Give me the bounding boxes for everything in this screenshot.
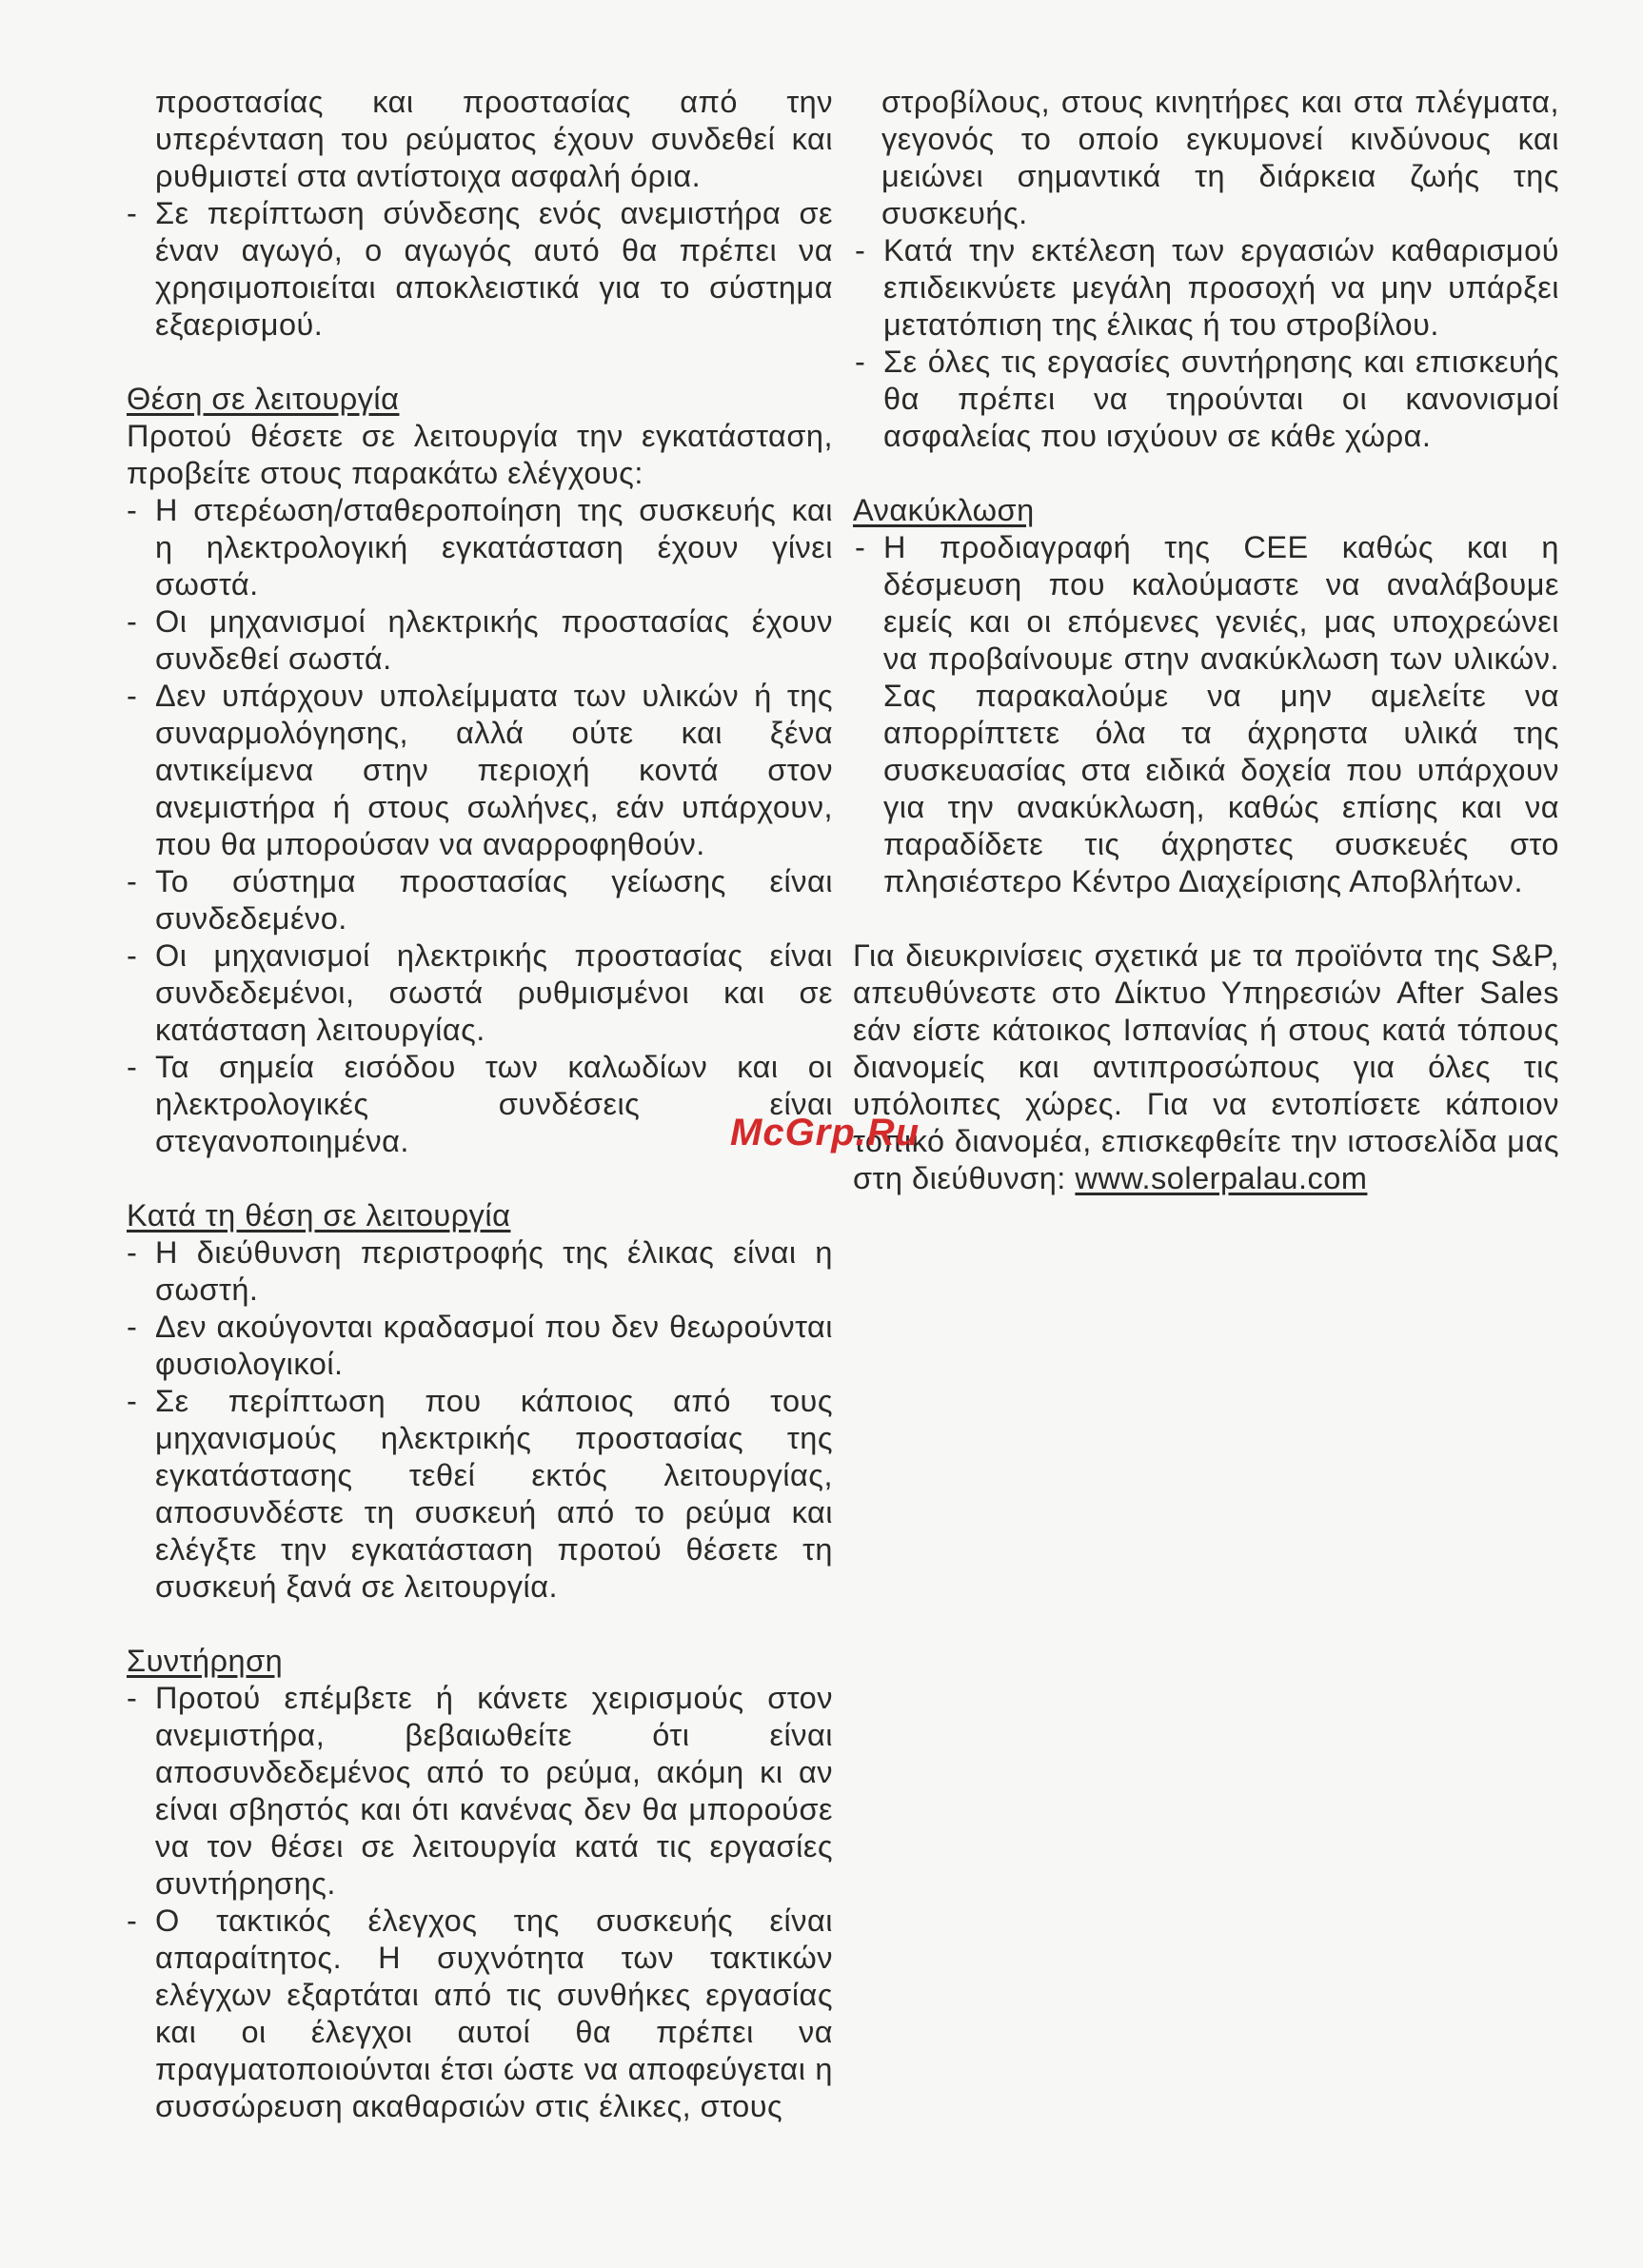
recycling-heading: Ανακύκλωση (853, 493, 1035, 527)
list-item: - Σε περίπτωση σύνδεσης ενός ανεμιστήρα σε έναν αγωγό, ο αγωγός αυτό θα πρέπει να χρησιμοποιείται αποκλειστικά για το σύστημα εξαερισμού. (127, 195, 833, 344)
list-item: - Η στερέωση/σταθεροποίηση της συσκευής και η ηλεκτρολογική εγκατάσταση έχουν γίνει σωστά. (127, 492, 833, 603)
startup-intro: Προτού θέσετε σε λειτουργία την εγκατάσταση, προβείτε στους παρακάτω ελέγχους: (127, 419, 833, 490)
watermark: McGrp.Ru (730, 1112, 920, 1154)
list-item: - Ο τακτικός έλεγχος της συσκευής είναι απαραίτητος. Η συχνότητα των τακτικών ελέγχων εξαρτάται από τις συνθήκες εργασίας και οι έλεγχοι αυτοί θα πρέπει να πραγματοποιούνται έτσι ώστε να αποφεύγεται η συσσώρευση ακαθαρσιών στις έλικες, στους (127, 1903, 833, 2125)
intro-continuation: προστασίας και προστασίας από την υπερένταση του ρεύματος έχουν συνδεθεί και ρυθμιστεί στα αντίστοιχα ασφαλή όρια. (155, 85, 833, 193)
website-link[interactable]: www.solerpalau.com (1075, 1161, 1368, 1195)
list-item: - Τα σημεία εισόδου των καλωδίων και οι ηλεκτρολογικές συνδέσεις είναι στεγανοποιημένα. (127, 1049, 833, 1160)
maintenance-list (127, 1680, 833, 2125)
maintenance-continuation: στροβίλους, στους κινητήρες και στα πλέγματα, γεγονός το οποίο εγκυμονεί κινδύνους και μειώνει σημαντικά τη διάρκεια ζωής της συσκευής. (881, 85, 1559, 230)
startup-list (127, 492, 833, 1160)
intro-list (127, 195, 833, 344)
contact-paragraph (853, 937, 1559, 1197)
recycling-list (855, 529, 1559, 900)
list-item: - Κατά την εκτέλεση των εργασιών καθαρισμού επιδεικνύετε μεγάλη προσοχή να μην υπάρξει μετατόπιση της έλικας ή του στροβίλου. (855, 232, 1559, 344)
list-item: - Η διεύθυνση περιστροφής της έλικας είναι η σωστή. (127, 1234, 833, 1309)
list-item: - Οι μηχανισμοί ηλεκτρικής προστασίας έχουν συνδεθεί σωστά. (127, 603, 833, 678)
contact-text: Για διευκρινίσεις σχετικά με τα προϊόντα της S&P, απευθύνεστε στο Δίκτυο Υπηρεσιών After Sales εάν είστε κάτοικος Ισπανίας ή στους κατά τόπους διανομείς και αντιπροσώπους για όλες τις υπόλοιπες χώρες. Για να εντοπίσετε κάποιον τοπικό διανομέα, επισκεφθείτε την ιστοσελίδα μας στη διεύθυνση: (853, 938, 1559, 1195)
right-column (853, 84, 1559, 1197)
maintenance-heading: Συντήρηση (127, 1644, 284, 1678)
list-item: - Οι μηχανισμοί ηλεκτρικής προστασίας είναι συνδεδεμένοι, σωστά ρυθμισμένοι και σε κατάσταση λειτουργίας. (127, 937, 833, 1049)
list-item: - Η προδιαγραφή της CEE καθώς και η δέσμευση που καλούμαστε να αναλάβουμε εμείς και οι επόμενες γενιές, μας υποχρεώνει να προβαίνουμε στην ανακύκλωση των υλικών. Σας παρακαλούμε να μην αμελείτε να απορρίπτετε όλα τα άχρηστα υλικά της συσκευασίας στα ειδικά δοχεία που υπάρχουν για την ανακύκλωση, καθώς επίσης και να παραδίδετε τις άχρηστες συσκευές στο πλησιέστερο Κέντρο Διαχείρισης Αποβλήτων. (855, 529, 1559, 900)
list-item: - Δεν υπάρχουν υπολείμματα των υλικών ή της συναρμολόγησης, αλλά ούτε και ξένα αντικείμενα στην περιοχή κοντά στον ανεμιστήρα ή στους σωλήνες, εάν υπάρχουν, που θα μπορούσαν να αναρροφηθούν. (127, 678, 833, 863)
during-startup-heading: Κατά τη θέση σε λειτουργία (127, 1198, 511, 1233)
maintenance-list-continued (855, 232, 1559, 455)
list-item: - Σε περίπτωση που κάποιος από τους μηχανισμούς ηλεκτρικής προστασίας της εγκατάστασης τεθεί εκτός λειτουργίας, αποσυνδέστε τη συσκευή από το ρεύμα και ελέγξτε την εγκατάσταση προτού θέσετε τη συσκευή ξανά σε λειτουργία. (127, 1383, 833, 1606)
left-column (127, 84, 833, 2125)
during-startup-list (127, 1234, 833, 1606)
list-item: - Δεν ακούγονται κραδασμοί που δεν θεωρούνται φυσιολογικοί. (127, 1309, 833, 1383)
list-item: - Προτού επέμβετε ή κάνετε χειρισμούς στον ανεμιστήρα, βεβαιωθείτε ότι είναι αποσυνδεδεμένος από το ρεύμα, ακόμη κι αν είναι σβηστός και ότι κανένας δεν θα μπορούσε να τον θέσει σε λειτουργία κατά τις εργασίες συντήρησης. (127, 1680, 833, 1903)
list-item: - Σε όλες τις εργασίες συντήρησης και επισκευής θα πρέπει να τηρούνται οι κανονισμοί ασφαλείας που ισχύουν σε κάθε χώρα. (855, 344, 1559, 455)
startup-heading: Θέση σε λειτουργία (127, 382, 400, 416)
list-item: - Το σύστημα προστασίας γείωσης είναι συνδεδεμένο. (127, 863, 833, 937)
